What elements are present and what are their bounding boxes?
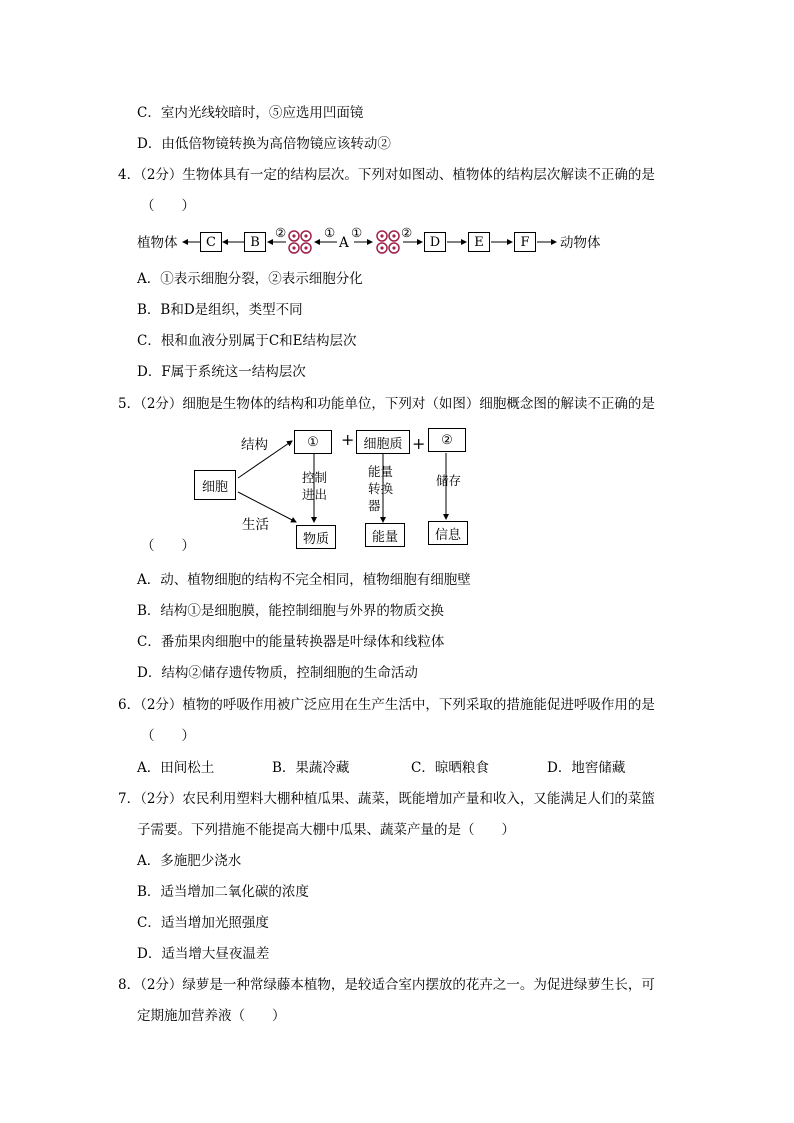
q4-box-c: C [200, 232, 222, 252]
q4-plant-label: 植物体 [137, 235, 178, 251]
q4-step-1-left: ① [324, 225, 336, 240]
q4-box-d: D [424, 232, 446, 252]
q4-stem-line2: （ ） [141, 198, 195, 214]
q4-step-2-right: ② [401, 225, 413, 240]
q6-stem-line2: （ ） [141, 728, 195, 744]
q6-option-b: B．果蔬冷藏 [272, 760, 350, 776]
q5-option-b: B．结构①是细胞膜，能控制细胞与外界的物质交换 [137, 603, 444, 619]
q3-option-c: C．室内光线较暗时，⑤应选用凹面镜 [137, 105, 364, 121]
q7-stem-line1: 7．（2分）农民利用塑料大棚种植瓜果、蔬菜，既能增加产量和收入，又能满足人们的菜篮 [118, 791, 655, 807]
q7-option-a: A．多施肥少浇水 [137, 853, 242, 869]
q6-stem-line1: 6．（2分）植物的呼吸作用被广泛应用在生产生活中，下列采取的措施能促进呼吸作用的是 [118, 697, 655, 713]
q5-label-energy-converter-1: 能量 [368, 464, 394, 479]
q7-option-d: D．适当增大昼夜温差 [137, 946, 270, 962]
q4-option-b: B．B和D是组织，类型不同 [137, 302, 303, 318]
q4-option-d: D．F属于系统这一结构层次 [137, 364, 306, 380]
q5-box-matter: 物质 [296, 525, 336, 549]
q5-plus-2: + [412, 434, 426, 453]
q5-label-energy-converter-2: 转换 [368, 481, 394, 496]
q5-label-inout: 进出 [302, 487, 328, 502]
q5-option-a: A．动、植物细胞的结构不完全相同，植物细胞有细胞壁 [137, 572, 471, 588]
q5-option-d: D．结构②储存遗传物质，控制细胞的生命活动 [137, 665, 418, 681]
q5-stem-line1: 5．（2分）细胞是生物体的结构和功能单位，下列对（如图）细胞概念图的解读不正确的是 [118, 396, 655, 412]
q8-stem-line2: 定期施加营养液（ ） [137, 1008, 286, 1024]
q5-box-energy: 能量 [365, 523, 405, 547]
q5-label-life: 生活 [242, 517, 269, 533]
q5-label-store: 储存 [436, 473, 462, 488]
q4-animal-label: 动物体 [560, 235, 601, 251]
q5-plus-1: + [341, 430, 355, 449]
q7-option-c: C．适当增加光照强度 [137, 915, 269, 931]
q5-label-energy-converter-3: 器 [368, 498, 381, 513]
q6-option-c: C．晾晒粮食 [411, 760, 489, 776]
q4-step-2-left: ② [275, 225, 287, 240]
q7-option-b: B．适当增加二氧化碳的浓度 [137, 884, 309, 900]
q4-stem-line1: 4．（2分）生物体具有一定的结构层次。下列对如图动、植物体的结构层次解读不正确的是 [118, 167, 655, 183]
q4-box-e: E [468, 232, 490, 252]
q4-box-b: B [244, 232, 266, 252]
q4-label-a: A [339, 235, 349, 251]
q5-arrows [0, 0, 794, 560]
q5-box-cytoplasm: 细胞质 [356, 430, 410, 454]
q7-stem-line2: 子需要。下列措施不能提高大棚中瓜果、蔬菜产量的是（ ） [137, 822, 515, 838]
q8-stem-line1: 8．（2分）绿萝是一种常绿藤本植物，是较适合室内摆放的花卉之一。为促进绿萝生长，可 [118, 977, 655, 993]
q4-option-a: A．①表示细胞分裂，②表示细胞分化 [137, 271, 363, 287]
q5-option-c: C．番茄果肉细胞中的能量转换器是叶绿体和线粒体 [137, 634, 445, 650]
q5-box-2: ② [428, 428, 466, 452]
q3-option-d: D．由低倍物镜转换为高倍物镜应该转动② [137, 136, 391, 152]
q5-stem-line2: （ ） [141, 538, 195, 554]
q4-box-f: F [514, 232, 536, 252]
q5-box-1: ① [294, 430, 332, 454]
q5-box-cell: 细胞 [194, 470, 236, 500]
q5-box-info: 信息 [428, 521, 468, 545]
q5-label-structure: 结构 [241, 437, 268, 453]
q4-option-c: C．根和血液分别属于C和E结构层次 [137, 333, 357, 349]
q6-option-d: D．地窖储藏 [547, 760, 626, 776]
q5-label-control: 控制 [302, 470, 328, 485]
q6-option-a: A．田间松土 [137, 760, 215, 776]
q4-step-1-right: ① [351, 225, 363, 240]
